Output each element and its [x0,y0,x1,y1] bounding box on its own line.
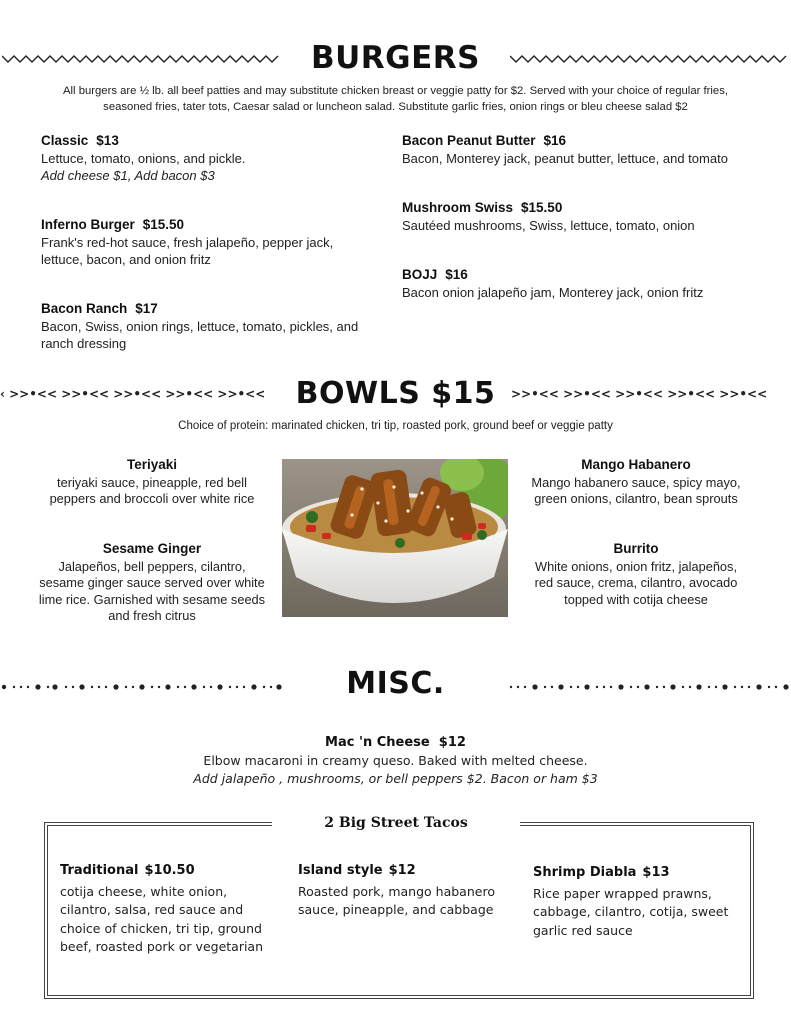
bowl-sesame-ginger [36,541,268,625]
item-description: Bacon onion jalapeño jam, Monterey jack, onion fritz [402,285,704,300]
arrow-border-right [511,387,791,401]
menu-item-classic [41,132,381,184]
taco-island-style [298,862,513,920]
item-name: Classic [41,133,89,148]
bowls-intro: Choice of protein: marinated chicken, tri tip, roasted pork, ground beef or veggie patty [178,420,613,432]
item-description: teriyaki sauce, pineapple, red bell peppers and broccoli over white rice [49,474,255,506]
taco-traditional [60,862,280,957]
item-name: Sesame Ginger [102,541,202,556]
arrow-pattern-right: >>•<< >>•<< >>•<< >>•<< >>•<< [511,387,768,401]
item-name: BOJJ [402,267,438,282]
item-description: Mango habanero sauce, spicy mayo, green onions, cilantro, bean sprouts [531,474,741,506]
menu-item-mushroom-swiss [402,199,762,234]
bowls-title: BOWLS $15 [295,376,496,411]
zigzag-border-right [510,52,788,66]
menu-item-bacon-ranch [41,300,361,352]
item-name: Mushroom Swiss [402,200,514,215]
menu-item-inferno-burger [41,216,361,268]
item-description: Bacon, Swiss, onion rings, lettuce, tomato, pickles, and ranch dressing [41,319,359,351]
item-description: White onions, onion fritz, jalapeños, red sauce, crema, cilantro, avocado topped with cotija cheese [534,558,738,607]
item-price: $15.50 [521,200,563,215]
item-price: $16 [543,133,567,148]
item-price: $13 [96,133,119,148]
item-description: Bacon, Monterey jack, peanut butter, lettuce, and tomato [402,151,728,166]
item-name: Mango Habanero [581,457,691,472]
item-description: Frank's red-hot sauce, fresh jalapeño, pepper jack, lettuce, bacon, and onion fritz [41,235,334,267]
item-price: $16 [445,267,468,282]
menu-item-mac-n-cheese [0,734,791,788]
item-price: $10.50 [144,863,195,878]
item-description: Roasted pork, mango habanero sauce, pineapple, and cabbage [298,883,495,917]
item-name: Mac 'n Cheese [325,735,430,750]
item-description: Lettuce, tomato, onions, and pickle. [41,151,246,166]
bowl-burrito [530,541,742,608]
taco-shrimp-diabla [533,864,743,940]
item-name: Bacon Peanut Butter [402,133,536,148]
item-name: Bacon Ranch [41,301,128,316]
menu-item-bojj [402,266,762,301]
item-description: Elbow macaroni in creamy queso. Baked with melted cheese. [203,753,588,768]
misc-title: MISC. [346,666,445,701]
item-name: Island style [298,863,383,878]
item-price: $12 [438,735,466,750]
item-description: Sautéed mushrooms, Swiss, lettuce, tomato, onion [402,218,695,233]
dot-border-right [507,680,791,694]
tacos-title: 2 Big Street Tacos [272,815,520,831]
burgers-intro-line2: seasoned fries, tater tots, Caesar salad or luncheon salad. Substitute garlic fries, onion rings or bleu cheese salad $2 [103,101,688,113]
item-addon: Add jalapeño , mushrooms, or bell peppers $2. Bacon or ham $3 [193,771,598,786]
item-price: $12 [388,863,416,878]
item-price: $15.50 [142,217,185,232]
item-description: Jalapeños, bell peppers, cilantro, sesame ginger sauce served over white lime rice. Garnished with sesame seeds and fresh citrus [38,558,266,623]
item-price: $17 [135,301,158,316]
item-description: Rice paper wrapped prawns, cabbage, cilantro, cotija, sweet garlic red sauce [533,885,729,938]
bowl-teriyaki [42,457,262,508]
item-name: Shrimp Diabla [533,865,637,880]
menu-item-bacon-peanut-butter [402,132,762,167]
item-description: cotija cheese, white onion, cilantro, salsa, red sauce and choice of chicken, tri tip, ground beef, roasted pork or vegetarian [60,883,264,954]
bowl-mango-habanero [526,457,746,508]
item-name: Traditional [60,863,139,878]
burgers-intro-line1: All burgers are ½ lb. all beef patties and may substitute chicken breast or veggie patty for $2. Served with your choice of regular fries, [63,85,728,97]
item-name: Inferno Burger [41,217,135,232]
burgers-title: BURGERS [311,40,480,76]
item-name: Burrito [613,541,659,556]
item-price: $13 [642,865,670,880]
item-addon: Add cheese $1, Add bacon $3 [41,168,215,183]
arrow-pattern-left: ‹ >>•<< >>•<< >>•<< >>•<< >>•<< [0,387,266,401]
burgers-intro [40,83,751,115]
rice-bowl-photo [282,459,508,617]
item-name: Teriyaki [126,457,178,472]
